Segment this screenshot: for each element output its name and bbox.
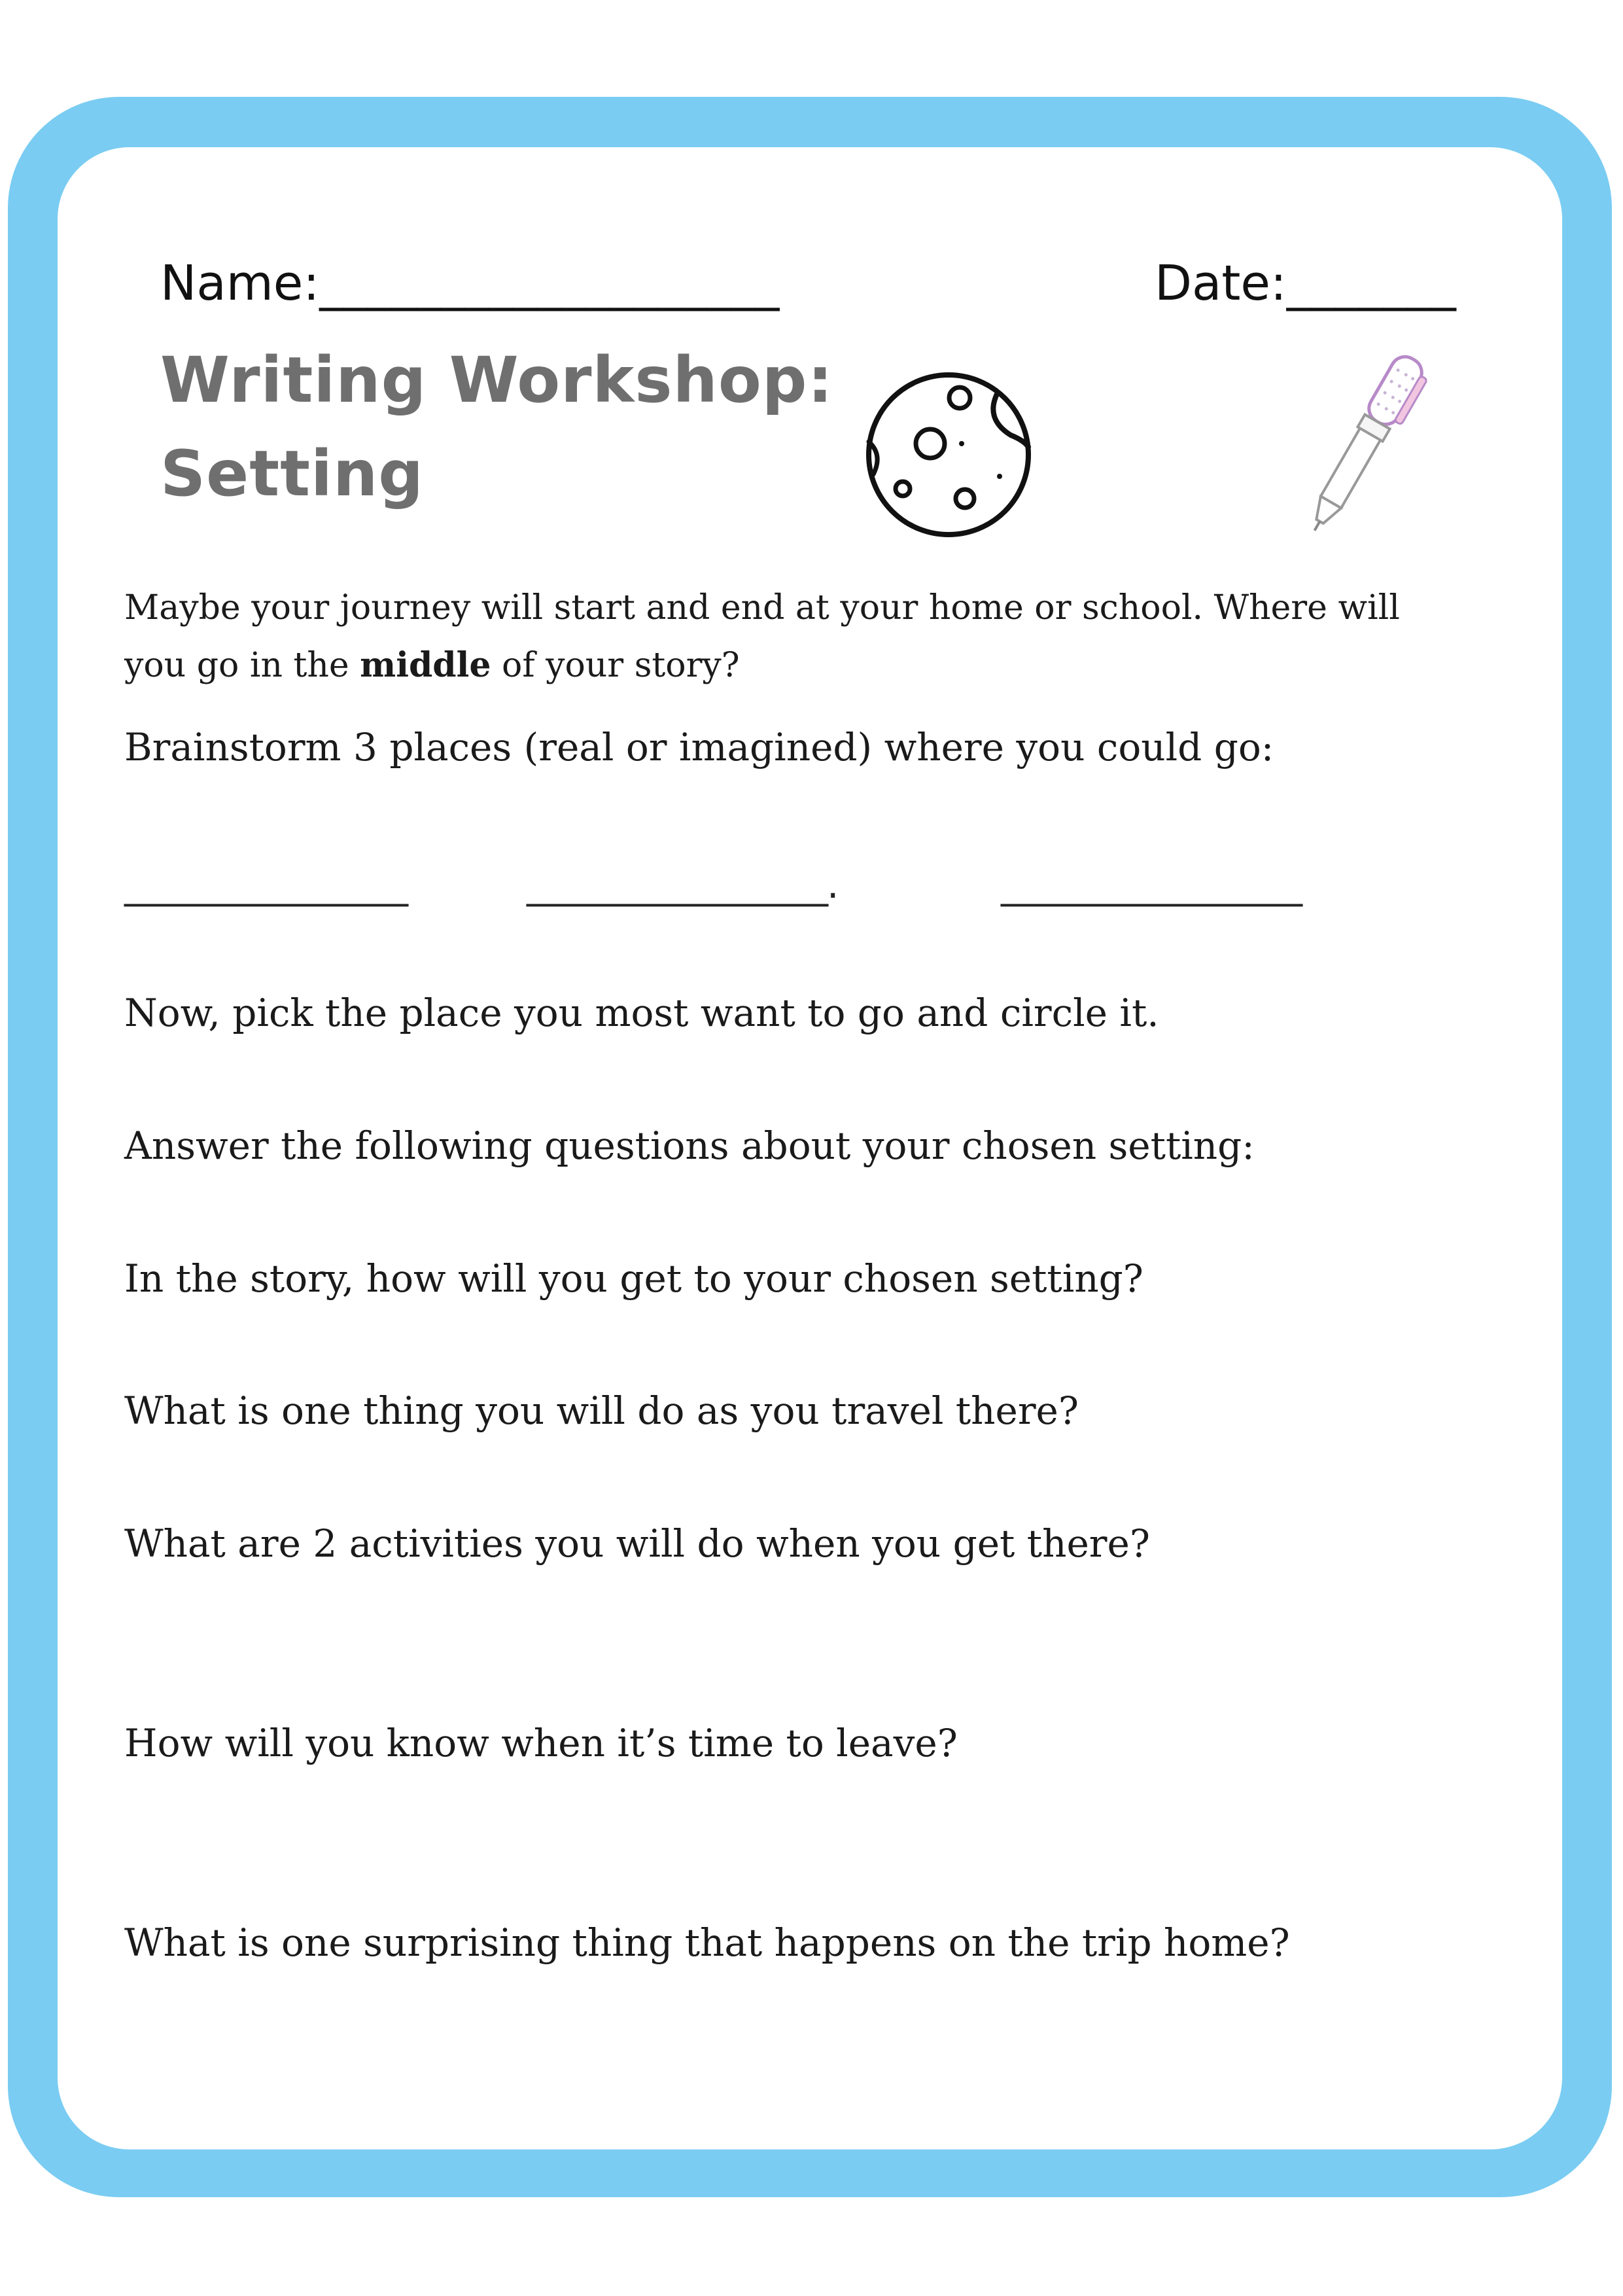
intro-text-after: of your story? [491,646,740,685]
question-pick-place: Now, pick the place you most want to go and circle it. [124,991,1159,1035]
date-field[interactable]: Date:_______ [1155,255,1456,311]
question-answer-following: Answer the following questions about your chosen setting: [124,1123,1255,1168]
pen-icon [1292,344,1436,546]
brainstorm-blank-3[interactable]: _________________ [1001,862,1301,907]
intro-text-before: Maybe your journey will start and end at your home or school. Where will you go in the [124,588,1400,685]
question-one-thing-travel: What is one thing you will do as you travel there? [124,1388,1079,1433]
question-surprising-thing: What is one surprising thing that happens on the trip home? [124,1920,1290,1965]
question-time-to-leave: How will you know when it’s time to leave? [124,1721,958,1765]
page-title-line2: Setting [160,437,424,510]
brainstorm-prompt: Brainstorm 3 places (real or imagined) where you could go: [124,725,1274,769]
intro-bold-word: middle [360,645,491,685]
brainstorm-blank-1[interactable]: ________________ [124,862,407,907]
question-two-activities: What are 2 activities you will do when you get there? [124,1521,1150,1566]
question-get-to-setting: In the story, how will you get to your chosen setting? [124,1256,1143,1301]
brainstorm-blank-2[interactable]: _________________. [527,862,838,907]
intro-paragraph [124,579,1459,694]
name-field[interactable]: Name:___________________ [160,255,780,311]
moon-icon [864,370,1034,540]
page-title-line1: Writing Workshop: [160,344,833,417]
